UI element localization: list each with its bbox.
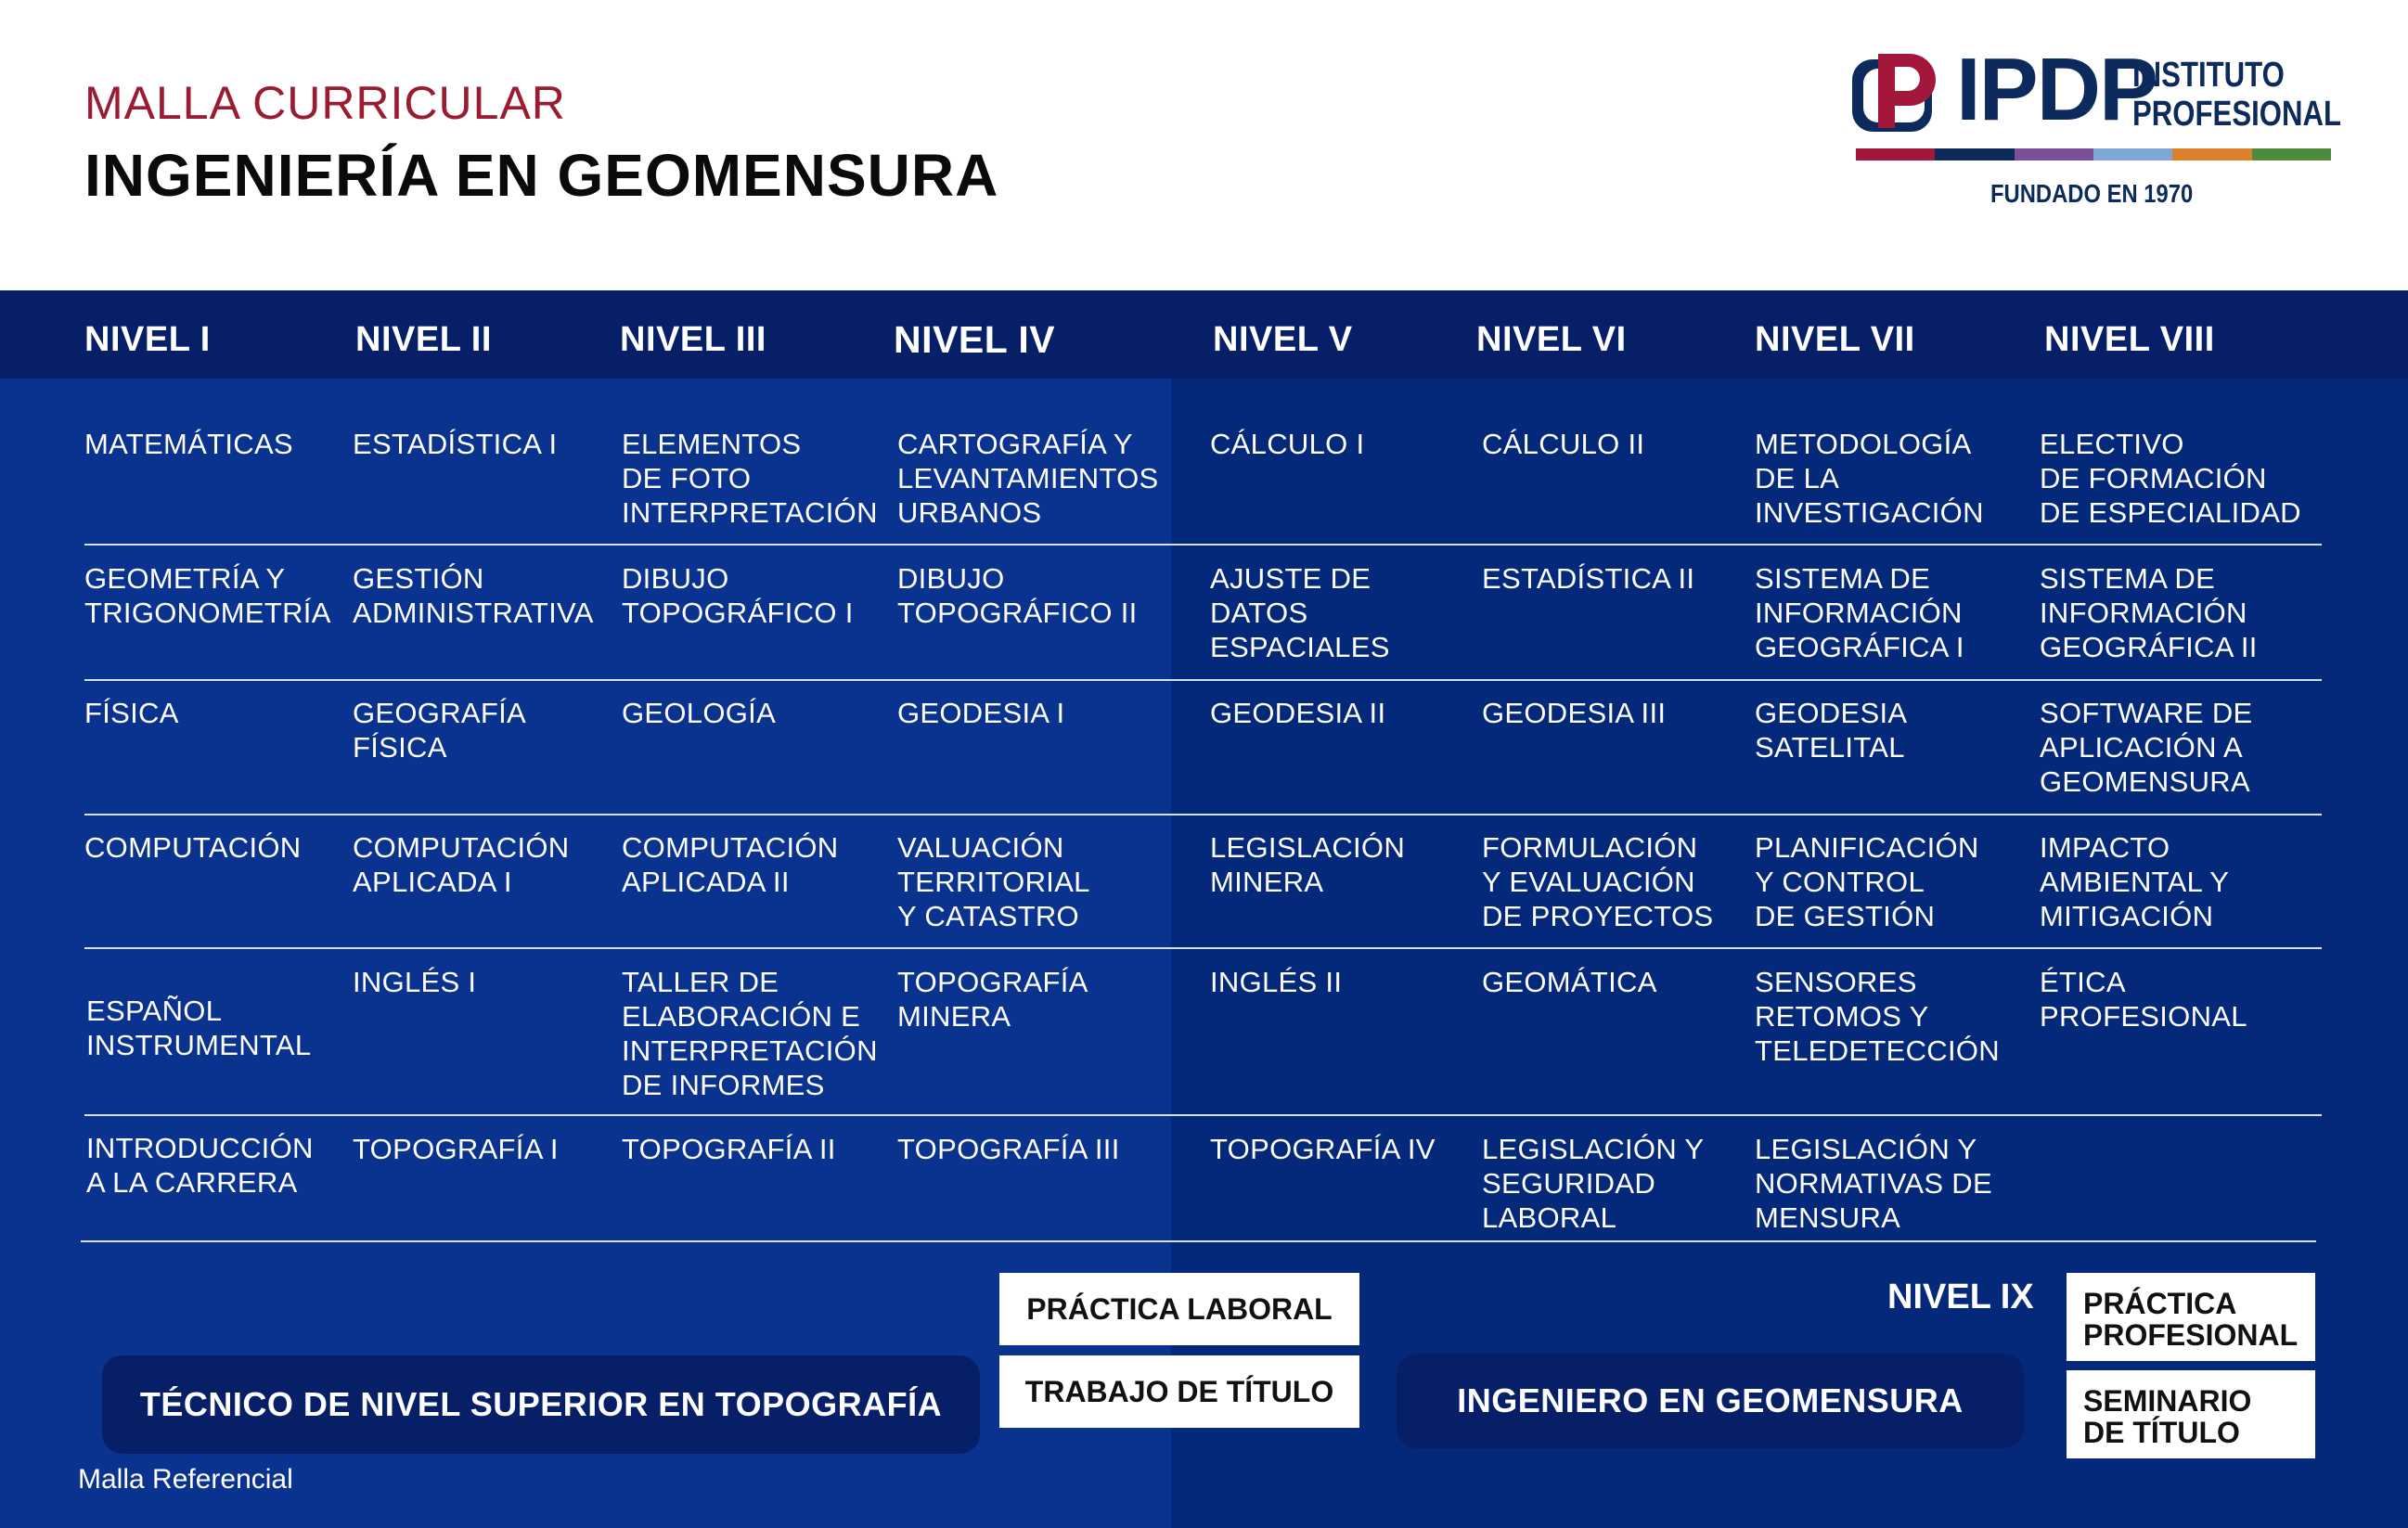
- logo-institution: INSTITUTO PROFESIONAL: [2132, 56, 2342, 134]
- course-cell: ESTADÍSTICA I: [353, 428, 558, 460]
- course-cell: LEGISLACIÓN MINERA: [1210, 831, 1406, 898]
- course-cell: GESTIÓN ADMINISTRATIVA: [353, 562, 594, 629]
- ipdp-logo: [1847, 40, 2342, 221]
- course-cell: LEGISLACIÓN Y SEGURIDAD LABORAL: [1482, 1133, 1705, 1234]
- course-cell: GEOGRAFÍA FÍSICA: [353, 697, 527, 764]
- course-cell: TOPOGRAFÍA I: [353, 1133, 559, 1165]
- course-cell: FORMULACIÓN Y EVALUACIÓN DE PROYECTOS: [1482, 831, 1714, 932]
- course-cell: VALUACIÓN TERRITORIAL Y CATASTRO: [897, 831, 1090, 932]
- course-cell: ELEMENTOS DE FOTO INTERPRETACIÓN: [622, 428, 878, 529]
- level-3: NIVEL III: [620, 320, 766, 359]
- course-cell: AJUSTE DE DATOS ESPACIALES: [1210, 562, 1390, 663]
- course-cell: DIBUJO TOPOGRÁFICO II: [897, 562, 1138, 629]
- course-cell: INGLÉS II: [1210, 966, 1343, 998]
- logo-acronym: IPDP: [1956, 40, 2157, 139]
- curriculum-grid: [0, 290, 2408, 1528]
- course-cell: ESPAÑOL INSTRUMENTAL: [86, 995, 312, 1061]
- footer-note: Malla Referencial: [78, 1464, 293, 1495]
- level-1: NIVEL I: [84, 320, 211, 359]
- course-cell: INTRODUCCIÓN A LA CARRERA: [86, 1132, 314, 1199]
- page-title: INGENIERÍA EN GEOMENSURA: [84, 142, 999, 209]
- course-cell: COMPUTACIÓN: [84, 831, 302, 864]
- course-cell: PLANIFICACIÓN Y CONTROL DE GESTIÓN: [1755, 831, 1979, 932]
- course-cell: FÍSICA: [84, 697, 179, 729]
- ipdp-logo-mark-icon: [1850, 50, 1947, 134]
- course-cell: TALLER DE ELABORACIÓN E INTERPRETACIÓN DE INFORMES: [622, 966, 878, 1101]
- level-2: NIVEL II: [355, 320, 492, 359]
- course-cell: LEGISLACIÓN Y NORMATIVAS DE MENSURA: [1755, 1133, 1992, 1234]
- course-cell: SENSORES RETOMOS Y TELEDETECCIÓN: [1755, 966, 2000, 1067]
- course-cell: MATEMÁTICAS: [84, 428, 293, 460]
- logo-color-bar: [1856, 148, 2331, 161]
- level-4: NIVEL IV: [894, 318, 1056, 361]
- course-cell: TOPOGRAFÍA MINERA: [897, 966, 1088, 1033]
- row-divider: [84, 679, 2322, 681]
- course-cell: METODOLOGÍA DE LA INVESTIGACIÓN: [1755, 428, 1984, 529]
- course-cell: ELECTIVO DE FORMACIÓN DE ESPECIALIDAD: [2040, 428, 2301, 529]
- course-cell: GEOMÁTICA: [1482, 966, 1657, 998]
- seminario-titulo-box: SEMINARIO DE TÍTULO: [2067, 1370, 2315, 1458]
- course-cell: CÁLCULO I: [1210, 428, 1365, 460]
- ingeniero-degree-badge: INGENIERO EN GEOMENSURA: [1397, 1354, 2024, 1448]
- row-divider: [81, 1240, 2316, 1242]
- course-cell: COMPUTACIÓN APLICADA II: [622, 831, 839, 898]
- course-cell: DIBUJO TOPOGRÁFICO I: [622, 562, 854, 629]
- course-cell: ESTADÍSTICA II: [1482, 562, 1695, 595]
- trabajo-titulo-box: TRABAJO DE TÍTULO: [999, 1355, 1359, 1428]
- levels-header: [0, 290, 2408, 379]
- tecnico-degree-badge: TÉCNICO DE NIVEL SUPERIOR EN TOPOGRAFÍA: [102, 1355, 980, 1454]
- course-cell: GEOLOGÍA: [622, 697, 777, 729]
- course-cell: SOFTWARE DE APLICACIÓN A GEOMENSURA: [2040, 697, 2253, 798]
- course-cell: TOPOGRAFÍA III: [897, 1133, 1120, 1165]
- practica-laboral-box: PRÁCTICA LABORAL: [999, 1273, 1359, 1345]
- course-cell: SISTEMA DE INFORMACIÓN GEOGRÁFICA I: [1755, 562, 1964, 663]
- logo-founded: FUNDADO EN 1970: [1990, 179, 2194, 208]
- course-cell: TOPOGRAFÍA IV: [1210, 1133, 1436, 1165]
- level-5: NIVEL V: [1213, 320, 1353, 359]
- practica-profesional-box: PRÁCTICA PROFESIONAL: [2067, 1273, 2315, 1361]
- course-cell: ÉTICA PROFESIONAL: [2040, 966, 2247, 1033]
- course-cell: GEODESIA II: [1210, 697, 1386, 729]
- course-cell: CÁLCULO II: [1482, 428, 1645, 460]
- course-cell: COMPUTACIÓN APLICADA I: [353, 831, 570, 898]
- course-cell: GEODESIA SATELITAL: [1755, 697, 1908, 764]
- row-divider: [84, 1114, 2322, 1116]
- page-subtitle: MALLA CURRICULAR: [84, 77, 566, 129]
- header: [0, 0, 2408, 290]
- level-9: NIVEL IX: [1887, 1278, 2034, 1316]
- level-8: NIVEL VIII: [2044, 320, 2215, 359]
- course-cell: INGLÉS I: [353, 966, 477, 998]
- row-divider: [84, 544, 2322, 546]
- course-cell: TOPOGRAFÍA II: [622, 1133, 836, 1165]
- course-cell: GEODESIA III: [1482, 697, 1667, 729]
- course-cell: SISTEMA DE INFORMACIÓN GEOGRÁFICA II: [2040, 562, 2258, 663]
- row-divider: [84, 947, 2322, 949]
- course-cell: GEODESIA I: [897, 697, 1065, 729]
- row-divider: [84, 814, 2322, 815]
- level-7: NIVEL VII: [1755, 320, 1915, 359]
- course-cell: IMPACTO AMBIENTAL Y MITIGACIÓN: [2040, 831, 2230, 932]
- course-cell: GEOMETRÍA Y TRIGONOMETRÍA: [84, 562, 331, 629]
- level-6: NIVEL VI: [1476, 320, 1627, 359]
- course-cell: CARTOGRAFÍA Y LEVANTAMIENTOS URBANOS: [897, 428, 1159, 529]
